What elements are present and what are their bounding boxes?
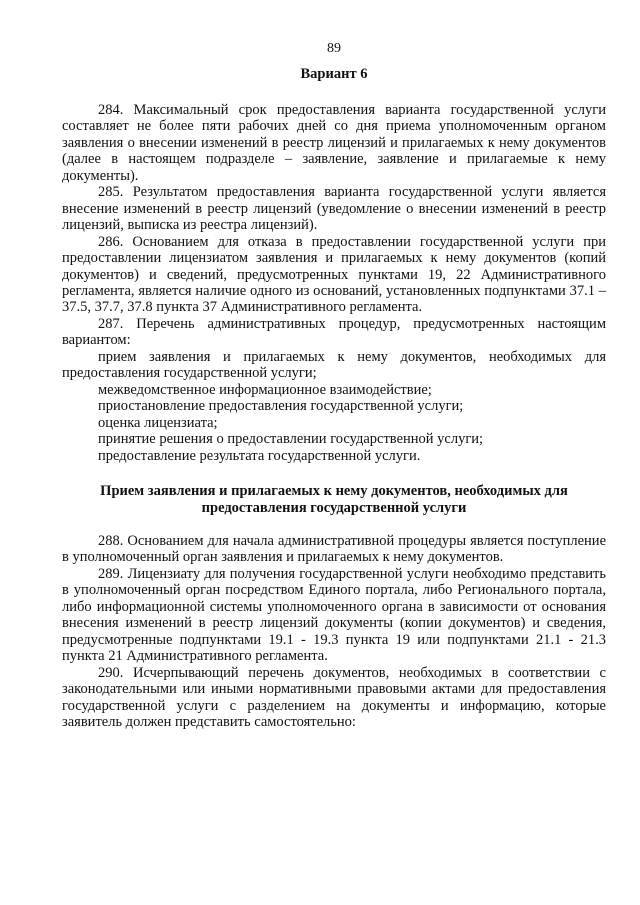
paragraph-286: 286. Основанием для отказа в предоставлении государственной услуги при предоставлении лицензиатом заявления и прилагаемых к нему документов (копий документов) и сведений, предусмотренных пунктами 19, 22 Административного регламента, является наличие одного из оснований, установленных подпунктами 37.1 – 37.5, 37.7, 37.8 пункта 37 Административного регламента. (62, 233, 606, 316)
subsection-heading-line-2: предоставления государственной услуги (201, 499, 467, 516)
body-text-top (62, 102, 606, 464)
section-title: Вариант 6 (300, 66, 368, 82)
list-item: приостановление предоставления государственной услуги; (98, 398, 464, 415)
list-item: принятие решения о предоставлении государственной услуги; (98, 431, 484, 448)
list-item: межведомственное информационное взаимодействие; (98, 381, 432, 398)
list-item: предоставление результата государственной услуги. (98, 447, 421, 464)
paragraph-289: 289. Лицензиату для получения государственной услуги необходимо представить в уполномоченный орган посредством Единого портала, либо Регионального портала, либо информационной системы уполномоченного органа в зависимости от основания внесения изменений в реестр лицензий документы (копии документов) и сведения, предусмотренные подпунктами 19.1 - 19.3 пункта 19 или подпунктами 21.1 - 21.3 пункта 21 Административного регламента. (62, 565, 606, 665)
paragraph-287: 287. Перечень административных процедур, предусмотренных настоящим вариантом: (62, 315, 606, 349)
list-item: прием заявления и прилагаемых к нему документов, необходимых для предоставления государственной услуги; (62, 348, 606, 382)
body-text-bottom (62, 533, 606, 730)
paragraph-290: 290. Исчерпывающий перечень документов, необходимых в соответствии с законодательными или иными нормативными правовыми актами для предоставления государственной услуги с разделением на документы и информацию, которые заявитель должен представить самостоятельно: (62, 664, 606, 730)
paragraph-284: 284. Максимальный срок предоставления варианта государственной услуги составляет не более пяти рабочих дней со дня приема уполномоченным органом заявления о внесении изменений в реестр лицензий и прилагаемых к нему документов (далее в настоящем подразделе – заявление, заявление и прилагаемые к нему документы). (62, 102, 606, 184)
subsection-heading-line-1: Прием заявления и прилагаемых к нему документов, необходимых для (100, 482, 568, 499)
paragraph-288: 288. Основанием для начала административной процедуры является поступление в уполномоченный орган заявления и прилагаемых к нему документов. (62, 532, 606, 566)
list-item: оценка лицензиата; (98, 414, 218, 431)
subsection-heading (62, 483, 606, 517)
procedures-list (62, 349, 606, 464)
page-number: 89 (327, 41, 341, 56)
paragraph-285: 285. Результатом предоставления варианта государственной услуги является внесение изменений в реестр лицензий (уведомление о внесении изменений в реестр лицензий, выписка из реестра лицензий). (62, 184, 606, 234)
